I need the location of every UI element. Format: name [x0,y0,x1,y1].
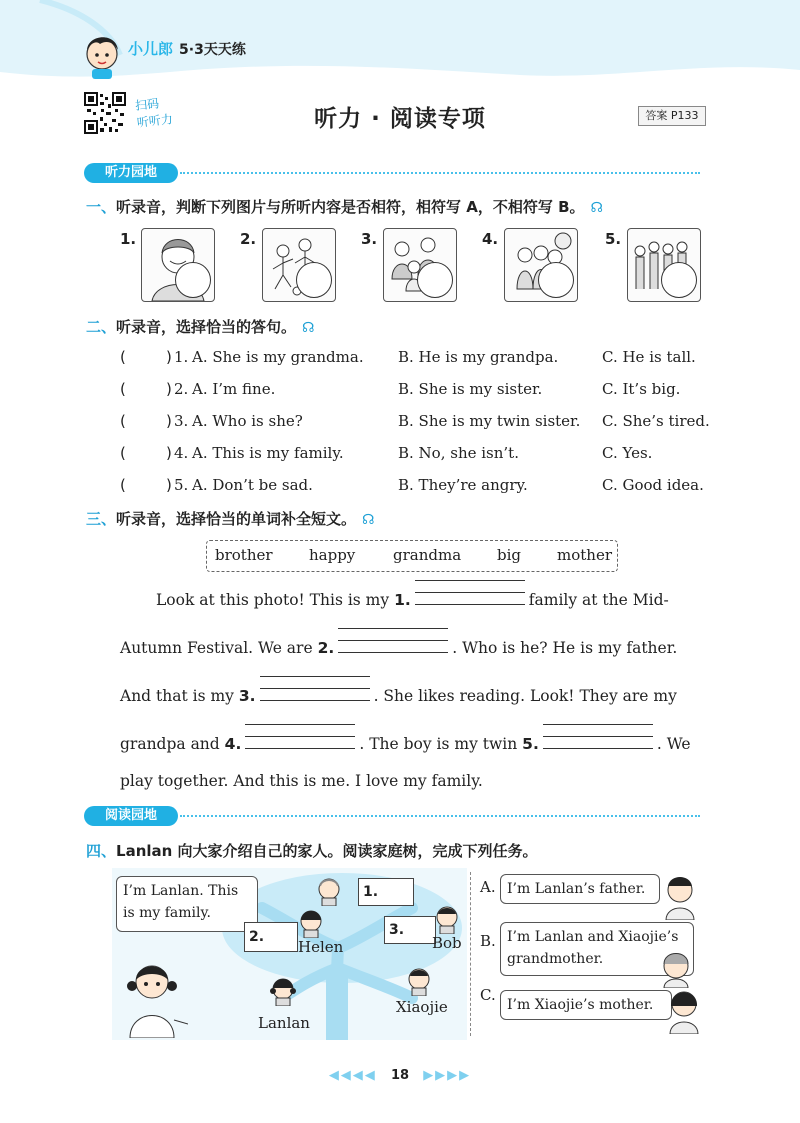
answer-paren[interactable]: ( [120,412,126,430]
answer-paren[interactable]: ( [120,476,126,494]
blank-2[interactable] [338,636,448,662]
option-a-letter: A. [480,878,496,896]
passage-line-4: grandpa and 4. . The boy is my twin 5. . We [120,732,691,758]
section-banner-reading: 阅读园地 [84,806,178,826]
right-arrows-icon: ▶▶▶▶ [423,1068,472,1083]
question-4-prompt: 四、Lanlan 向大家介绍自己的家人。阅读家庭树，完成下列任务。 [86,842,538,860]
answer-circle[interactable] [296,262,332,298]
option-a: A. Who is she? [192,412,303,430]
name-helen: Helen [298,938,344,956]
option-a: A. Don’t be sad. [192,476,313,494]
option-c: C. Good idea. [602,476,704,494]
grandmother-icon [656,948,696,988]
passage-line-3: And that is my 3. . She likes reading. Look! They are my [120,684,677,710]
answer-paren-close: ) [166,348,172,366]
name-xiaojie: Xiaojie [396,998,448,1016]
word-option: happy [309,546,356,564]
brand-series: 5·3天天练 [179,42,246,58]
picture-number: 5. [605,230,622,248]
answer-paren-close: ) [166,412,172,430]
girl-lanlan-icon [118,958,188,1038]
passage-line-5: play together. And this is me. I love my family. [120,772,483,790]
mother-icon [664,986,704,1034]
mascot-boy-icon [80,28,124,80]
option-c: C. He is tall. [602,348,696,366]
blank-5[interactable] [543,732,653,758]
word-option: brother [215,546,273,564]
option-c-letter: C. [480,986,496,1004]
page-number: 18 [390,1068,410,1083]
item-number: 2. [174,380,189,398]
option-b: B. No, she isn’t. [398,444,519,462]
passage-line-2: Autumn Festival. We are 2. . Who is he? He is my father. [120,636,677,662]
option-b-bubble: I’m Lanlan and Xiaojie’s grandmother. [500,922,694,976]
word-option: mother [557,546,612,564]
tree-box-1[interactable]: 1. [358,878,414,906]
headphones-icon: ☊ [302,320,315,336]
left-arrows-icon: ◀◀◀◀ [328,1068,377,1083]
item-number: 3. [174,412,189,430]
item-number: 4. [174,444,189,462]
question-2-prompt: 二、听录音，选择恰当的答句。 ☊ [86,318,315,336]
option-a: A. I’m fine. [192,380,276,398]
divider [180,172,700,174]
answer-circle[interactable] [417,262,453,298]
option-c-bubble: I’m Xiaojie’s mother. [500,990,672,1020]
brand-logo: 小儿郎 5·3天天练 [128,40,246,58]
blank-3[interactable] [260,684,370,710]
answer-paren-close: ) [166,476,172,494]
grandpa-icon [316,876,342,906]
section-banner-listening: 听力园地 [84,163,178,183]
question-3-prompt: 三、听录音，选择恰当的单词补全短文。 ☊ [86,510,375,528]
word-bank [206,540,618,572]
answer-circle[interactable] [175,262,211,298]
answer-paren[interactable]: ( [120,348,126,366]
question-1-prompt: 一、听录音，判断下列图片与所听内容是否相符，相符写 A，不相符写 B。 ☊ [86,198,603,216]
tree-box-3[interactable]: 3. [384,916,436,944]
option-a: A. She is my grandma. [192,348,364,366]
answer-circle[interactable] [538,262,574,298]
picture-family-group [383,228,457,302]
speech-bubble-lanlan: I’m Lanlan. This is my family. [116,876,258,932]
option-c: C. She’s tired. [602,412,710,430]
bob-icon [434,904,460,934]
father-icon [660,872,700,920]
blank-4[interactable] [245,732,355,758]
answer-paren[interactable]: ( [120,380,126,398]
option-b: B. He is my grandpa. [398,348,559,366]
word-option: big [497,546,522,564]
picture-number: 2. [240,230,257,248]
answer-paren-close: ) [166,444,172,462]
headphones-icon: ☊ [590,200,603,216]
blank-1[interactable] [415,588,525,614]
picture-family-walking [627,228,701,302]
option-b: B. She is my sister. [398,380,543,398]
answer-reference: 答案 P133 [638,106,706,126]
option-c: C. Yes. [602,444,653,462]
page-title: 听力 · 阅读专项 [314,106,486,132]
divider [470,872,471,1036]
word-option: grandma [393,546,462,564]
option-b: B. She is my twin sister. [398,412,581,430]
tree-box-2[interactable]: 2. [244,922,298,952]
option-b-letter: B. [480,932,496,950]
name-lanlan: Lanlan [258,1014,310,1032]
headphones-icon: ☊ [362,512,375,528]
picture-number: 1. [120,230,137,248]
option-a: A. This is my family. [192,444,344,462]
answer-paren-close: ) [166,380,172,398]
option-a-bubble: I’m Lanlan’s father. [500,874,660,904]
lanlan-small-icon [270,976,296,1006]
answer-paren[interactable]: ( [120,444,126,462]
item-number: 1. [174,348,189,366]
option-b: B. They’re angry. [398,476,528,494]
item-number: 5. [174,476,189,494]
picture-number: 3. [361,230,378,248]
picture-girls [504,228,578,302]
answer-circle[interactable] [661,262,697,298]
option-c: C. It’s big. [602,380,681,398]
passage-line-1: Look at this photo! This is my 1. family at the Mid- [156,588,669,614]
page-footer [0,1068,800,1083]
name-bob: Bob [432,934,462,952]
xiaojie-icon [406,966,432,996]
divider [180,815,700,817]
helen-icon [298,908,324,938]
picture-playing-ball [262,228,336,302]
scan-to-listen-label: 扫码 听听力 [134,96,174,130]
picture-number: 4. [482,230,499,248]
picture-grandma [141,228,215,302]
